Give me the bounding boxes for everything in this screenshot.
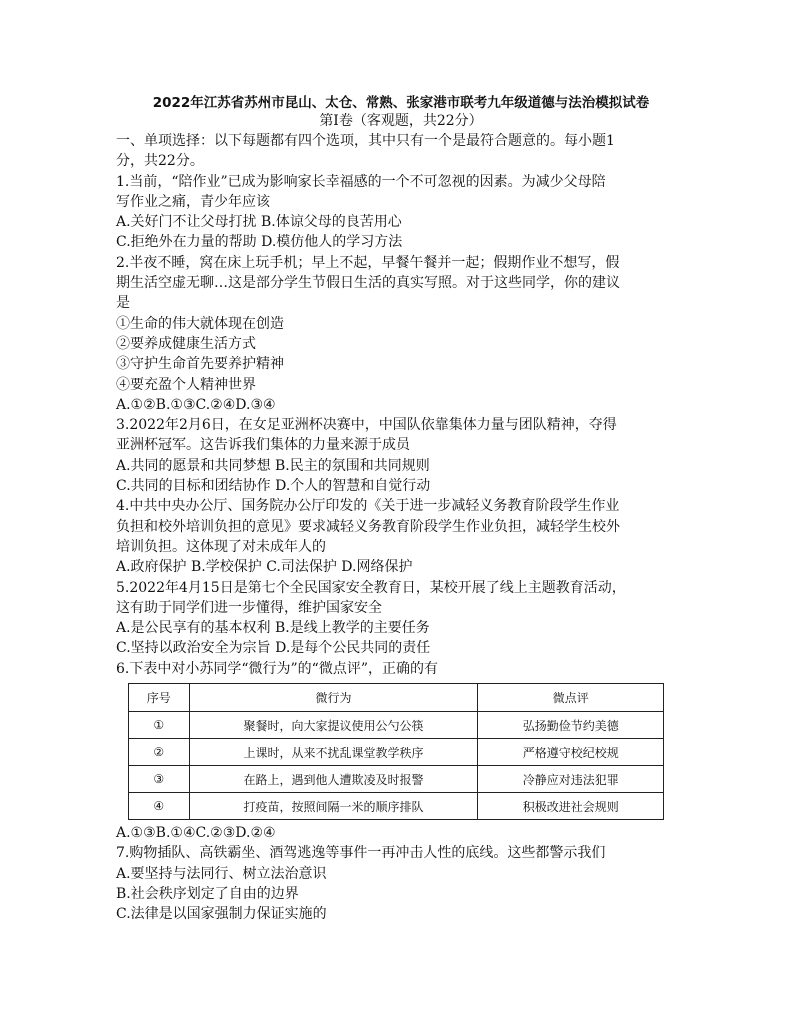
table-cell: ②: [129, 739, 190, 766]
table-header-cell: 微行为: [189, 684, 478, 712]
question-6-stem: 6.下表中对小苏同学“微行为”的“微点评”，正确的有: [116, 660, 438, 677]
question-3-option: A.共同的愿景和共同梦想 B.民主的氛围和共同规则: [116, 457, 430, 474]
table-cell: 打疫苗，按照间隔一米的顺序排队: [189, 793, 478, 820]
behavior-comment-table: [128, 683, 664, 820]
question-4-option: A.政府保护 B.学校保护 C.司法保护 D.网络保护: [116, 559, 413, 576]
question-5-stem: 这有助于同学们进一步懂得，维护国家安全: [116, 599, 382, 616]
question-5-option: C.坚持以政治安全为宗旨 D.是每个公民共同的责任: [116, 640, 431, 657]
exam-title: 2022年江苏省苏州市昆山、太仓、常熟、张家港市联考九年级道德与法治模拟试卷: [152, 95, 650, 111]
table-cell: 在路上，遇到他人遭欺凌及时报警: [189, 766, 478, 793]
question-7-option: B.社会秩序划定了自由的边界: [116, 885, 299, 902]
question-3-option: C.共同的目标和团结协作 D.个人的智慧和自觉行动: [116, 478, 431, 495]
question-3-stem: 亚洲杯冠军。这告诉我们集体的力量来源于成员: [116, 437, 410, 454]
table-row: [129, 793, 664, 820]
question-5-stem: 5.2022年4月15日是第七个全民国家安全教育日，某校开展了线上主题教育活动，: [116, 579, 626, 596]
section-title: 第Ⅰ卷（客观题，共22分）: [319, 113, 483, 129]
table-header-cell: 序号: [129, 684, 190, 712]
question-4-stem: 4.中共中央办公厅、国务院办公厅印发的《关于进一步减轻义务教育阶段学生作业: [116, 498, 620, 515]
question-2-item: ②要养成健康生活方式: [116, 335, 256, 352]
question-6-option: A.①③B.①④C.②③D.②④: [116, 825, 276, 842]
question-2-item: ③守护生命首先要养护精神: [116, 356, 284, 373]
table-cell: 弘扬勤俭节约美德: [478, 712, 664, 739]
instructions-line: 一、单项选择：以下每题都有四个选项，其中只有一个是最符合题意的。每小题1: [116, 133, 615, 149]
table-row: [129, 739, 664, 766]
question-7-option: C.法律是以国家强制力保证实施的: [116, 906, 327, 923]
question-2-stem: 2.半夜不睡，窝在床上玩手机；早上不起，早餐午餐并一起；假期作业不想写，假: [116, 254, 620, 271]
table-cell: ③: [129, 766, 190, 793]
question-1-stem: 1.当前，“陪作业”已成为影响家长幸福感的一个不可忽视的因素。为减少父母陪: [116, 173, 606, 190]
table-cell: 聚餐时，向大家提议使用公勺公筷: [189, 712, 478, 739]
question-1-option: A.关好门不让父母打扰 B.体谅父母的良苦用心: [116, 214, 402, 231]
question-1-stem: 写作业之痛，青少年应该: [116, 193, 270, 210]
question-7-stem: 7.购物插队、高铁霸坐、酒驾逃逸等事件一再冲击人性的底线。这些都警示我们: [116, 845, 606, 862]
table-cell: 积极改进社会规则: [478, 793, 664, 820]
question-5-option: A.是公民享有的基本权利 B.是线上教学的主要任务: [116, 620, 430, 637]
exam-content: [116, 90, 686, 925]
table-header-row: [129, 684, 664, 712]
question-7-option: A.要坚持与法同行、树立法治意识: [116, 865, 327, 882]
question-2-item: ④要充盈个人精神世界: [116, 376, 256, 393]
table-row: [129, 712, 664, 739]
question-3-stem: 3.2022年2月6日，在女足亚洲杯决赛中，中国队依靠集体力量与团队精神，夺得: [116, 417, 617, 434]
table-cell: ④: [129, 793, 190, 820]
table-header-cell: 微点评: [478, 684, 664, 712]
table-cell: 冷静应对违法犯罪: [478, 766, 664, 793]
table-cell: 上课时，从来不扰乱课堂教学秩序: [189, 739, 478, 766]
question-4-stem: 培训负担。这体现了对未成年人的: [116, 538, 326, 555]
question-2-stem: 期生活空虚无聊…这是部分学生节假日生活的真实写照。对于这些同学，你的建议: [116, 275, 620, 292]
question-2-option: A.①②B.①③C.②④D.③④: [116, 396, 276, 413]
question-4-stem: 负担和校外培训负担的意见》要求减轻义务教育阶段学生作业负担，减轻学生校外: [116, 518, 620, 535]
table-row: [129, 766, 664, 793]
table-cell: ①: [129, 712, 190, 739]
table-cell: 严格遵守校纪校规: [478, 739, 664, 766]
question-2-item: ①生命的伟大就体现在创造: [116, 315, 284, 332]
instructions-line: 分，共22分。: [116, 153, 204, 170]
question-1-option: C.拒绝外在力量的帮助 D.模仿他人的学习方法: [116, 234, 403, 251]
question-2-stem: 是: [116, 295, 130, 312]
